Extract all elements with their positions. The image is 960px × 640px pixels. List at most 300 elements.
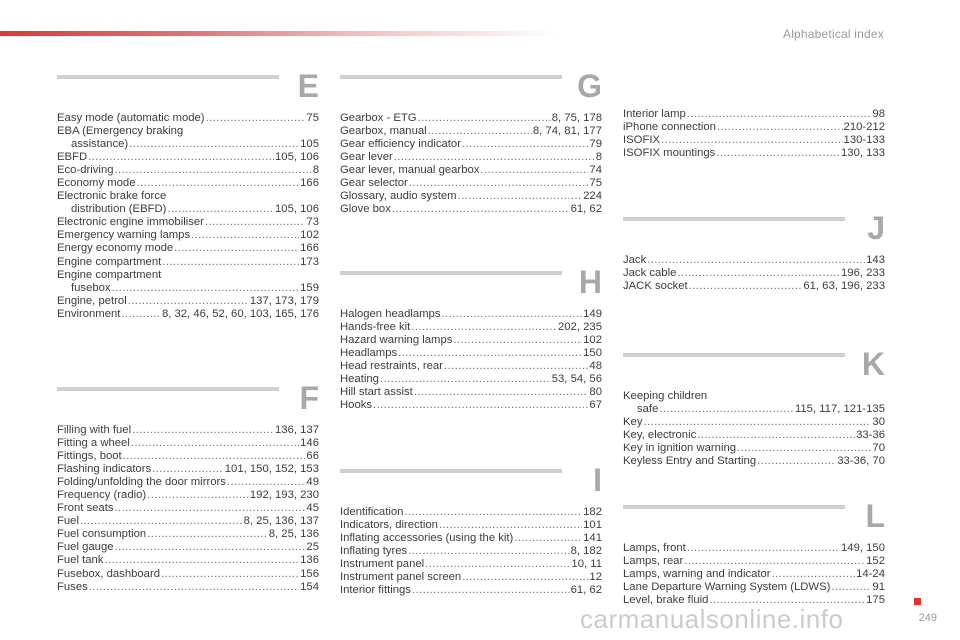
leader-dots — [689, 280, 803, 293]
leader-dots — [112, 282, 300, 295]
index-entry — [57, 437, 319, 450]
index-entry-page: 149 — [583, 308, 602, 320]
index-entry — [57, 528, 319, 541]
index-entry — [340, 321, 602, 334]
leader-dots — [206, 112, 306, 125]
index-entry — [340, 545, 602, 558]
section-letter: F — [299, 380, 319, 416]
index-entry-label: Instrument panel screen — [340, 571, 462, 584]
leader-dots — [684, 555, 865, 568]
leader-dots — [88, 151, 274, 164]
index-entry — [57, 269, 319, 282]
index-entry — [340, 347, 602, 360]
index-entry-page: 45 — [306, 502, 319, 515]
index-section-l — [623, 498, 885, 607]
leader-dots — [104, 554, 299, 567]
section-divider — [623, 505, 845, 509]
leader-dots — [121, 308, 161, 321]
index-entry-label: fusebox — [71, 281, 111, 294]
index-entry — [340, 506, 602, 519]
index-entry-page: 79 — [589, 138, 602, 151]
index-entry-label: Key — [623, 416, 643, 429]
leader-dots — [123, 450, 306, 463]
index-entry — [623, 542, 885, 555]
index-entry-page: 75 — [306, 112, 319, 124]
index-entry-label: Identification — [340, 506, 404, 518]
index-entry-page: 196, 233 — [841, 267, 885, 280]
index-entry-label: Jack cable — [623, 267, 677, 280]
index-entry-label: Fittings, boot — [57, 450, 122, 463]
watermark: carmanualsonline.info — [580, 604, 844, 634]
index-entry — [57, 424, 319, 437]
leader-dots — [161, 568, 299, 581]
index-entry — [623, 581, 885, 594]
index-entry-label: Glossary, audio system — [340, 190, 457, 203]
leader-dots — [191, 229, 299, 242]
index-entry — [57, 568, 319, 581]
index-entry-page: 8, 74, 81, 177 — [532, 125, 602, 138]
index-entry — [623, 455, 885, 468]
index-entry-label: Folding/unfolding the door mirrors — [57, 476, 226, 489]
index-entry — [623, 555, 885, 568]
index-section-g — [340, 68, 602, 216]
index-entry-page: 33-36, 70 — [837, 455, 885, 468]
index-entry-page: 10, 11 — [571, 558, 602, 571]
leader-dots — [131, 437, 299, 450]
index-entry-label: Fuel consumption — [57, 528, 147, 541]
index-entry-page: 210-212 — [843, 121, 885, 134]
index-entry-page: 192, 193, 230 — [249, 489, 319, 502]
index-entry-label: Key in ignition warning — [623, 442, 737, 455]
index-entry-label: Gear lever — [340, 151, 393, 164]
index-entry-label: Interior fittings — [340, 584, 411, 597]
leader-dots — [661, 134, 842, 147]
index-entry-label: Gearbox, manual — [340, 125, 427, 138]
index-entry — [57, 242, 319, 255]
index-entry-label: Hill start assist — [340, 386, 413, 399]
index-entry-label: Fusebox, dashboard — [57, 567, 160, 580]
section-letter: H — [578, 264, 602, 300]
leader-dots — [128, 295, 249, 308]
index-entry-page: 80 — [589, 386, 602, 399]
index-entry — [340, 190, 602, 203]
index-entry-label: Lamps, rear — [623, 555, 684, 568]
index-entry-label: safe — [637, 403, 659, 416]
index-entry — [340, 584, 602, 597]
index-entry-label: Fuel gauge — [57, 541, 114, 554]
index-entry — [57, 295, 319, 308]
index-entry-label: Fuel tank — [57, 554, 104, 567]
index-entry-label: Fuses — [57, 580, 88, 593]
leader-dots — [480, 164, 588, 177]
index-entry — [623, 267, 885, 280]
index-entry-label: Inflating accessories (using the kit) — [340, 532, 514, 545]
index-entry-page: 146 — [300, 437, 319, 450]
index-entry-label: Gear selector — [340, 177, 408, 190]
index-entry — [57, 541, 319, 554]
leader-dots — [514, 532, 582, 545]
leader-dots — [737, 442, 871, 455]
index-entry-page: 149, 150 — [841, 542, 885, 554]
index-entry-label: Filling with fuel — [57, 424, 132, 436]
index-entry-label: Gear lever, manual gearbox — [340, 164, 480, 177]
page-header-title: Alphabetical index — [782, 27, 884, 41]
index-entry-label: Headlamps — [340, 347, 398, 360]
index-entry-page: 91 — [872, 581, 885, 594]
index-entry — [57, 463, 319, 476]
section-divider — [340, 469, 562, 473]
index-entry-label: Jack — [623, 254, 647, 266]
index-entry — [340, 164, 602, 177]
index-entry-page: 67 — [589, 399, 602, 412]
leader-dots — [458, 190, 583, 203]
leader-dots — [444, 360, 588, 373]
index-entry — [57, 216, 319, 229]
index-entry-page: 53, 54, 56 — [551, 373, 602, 386]
leader-dots — [174, 242, 299, 255]
index-entry — [340, 558, 602, 571]
leader-dots — [659, 403, 794, 416]
index-entry-page: 136, 137 — [275, 424, 319, 436]
index-section-f — [57, 380, 319, 594]
leader-dots — [152, 463, 224, 476]
leader-dots — [462, 138, 588, 151]
index-entry-page: 70 — [872, 442, 885, 455]
index-entry-label: Front seats — [57, 502, 114, 515]
index-entry — [57, 190, 319, 203]
leader-dots — [772, 568, 856, 581]
index-entry-page: 173 — [300, 255, 319, 268]
index-entry-page: 61, 63, 196, 233 — [803, 280, 885, 293]
index-section-e — [57, 68, 319, 321]
section-divider — [340, 75, 562, 79]
leader-dots — [757, 455, 836, 468]
index-entry — [623, 134, 885, 147]
index-entry-page: 8, 32, 46, 52, 60, 103, 165, 176 — [161, 307, 319, 320]
index-entry-page: 101, 150, 152, 153 — [224, 463, 319, 476]
index-entry-page: 8, 75, 178 — [551, 112, 602, 124]
index-entry — [623, 254, 885, 267]
leader-dots — [717, 121, 843, 134]
index-entry-label: Fuel — [57, 515, 79, 528]
leader-dots — [418, 112, 551, 125]
index-entry-page: 224 — [583, 190, 602, 203]
leader-dots — [89, 581, 299, 594]
index-entry-label: Gear efficiency indicator — [340, 138, 461, 151]
index-entry — [340, 334, 602, 347]
index-entry — [57, 554, 319, 567]
index-entry-page: 8 — [312, 164, 319, 177]
index-entry — [623, 108, 885, 121]
index-entry — [340, 125, 602, 138]
index-entry — [57, 151, 319, 164]
index-entry-label: Level, brake fluid — [623, 594, 709, 607]
index-entry-page: 102 — [300, 229, 319, 242]
index-entry — [340, 203, 602, 216]
leader-dots — [394, 151, 595, 164]
leader-dots — [409, 177, 589, 190]
leader-dots — [677, 267, 840, 280]
index-entry-label: Head restraints, rear — [340, 360, 443, 373]
index-entry-label: Engine, petrol — [57, 294, 127, 307]
index-entry — [340, 360, 602, 373]
index-section-h — [340, 264, 602, 412]
index-entry-page: 130, 133 — [841, 147, 885, 160]
leader-dots — [831, 581, 871, 594]
index-entry-label: Emergency warning lamps — [57, 229, 191, 242]
index-entry-label: Glove box — [340, 203, 391, 216]
leader-dots — [425, 558, 570, 571]
leader-dots — [462, 571, 588, 584]
index-entry — [57, 515, 319, 528]
index-entry — [340, 519, 602, 532]
index-section-k — [623, 346, 885, 468]
leader-dots — [442, 308, 583, 321]
index-entry-page: 105, 106 — [275, 151, 319, 164]
index-entry-page: 105 — [300, 138, 319, 151]
index-entry-page: 137, 173, 179 — [249, 294, 319, 307]
index-entry — [623, 429, 885, 442]
index-entry-page: 75 — [589, 177, 602, 190]
index-entry-label: Energy economy mode — [57, 242, 174, 255]
index-entry-page: 8 — [595, 151, 602, 164]
index-entry — [57, 177, 319, 190]
index-entry — [623, 390, 885, 403]
index-entry-page: 98 — [872, 108, 885, 120]
index-section-j — [623, 210, 885, 293]
index-entry-page: 152 — [866, 555, 885, 568]
index-entry-page: 202, 235 — [558, 321, 602, 334]
leader-dots — [115, 541, 306, 554]
index-entry — [57, 581, 319, 594]
index-entry — [57, 308, 319, 321]
index-entry — [340, 112, 602, 125]
leader-dots — [167, 203, 274, 216]
index-entry-label: iPhone connection — [623, 121, 716, 134]
index-entry-page: 182 — [583, 506, 602, 518]
section-letter: L — [865, 498, 885, 534]
index-entry — [57, 203, 319, 216]
leader-dots — [687, 542, 840, 555]
index-entry — [57, 282, 319, 295]
index-entry — [623, 416, 885, 429]
leader-dots — [129, 138, 299, 151]
index-entry — [57, 476, 319, 489]
index-section-i — [340, 462, 602, 597]
index-entry-page: 8, 182 — [570, 545, 602, 558]
index-entry-page: 33-36 — [856, 429, 885, 442]
index-entry — [340, 386, 602, 399]
index-entry-page: 166 — [300, 177, 319, 190]
index-entry-label: distribution (EBFD) — [71, 203, 167, 216]
index-entry-page: 105, 106 — [275, 203, 319, 216]
index-entry-page: 159 — [300, 281, 319, 294]
leader-dots — [392, 203, 570, 216]
section-divider — [340, 271, 562, 275]
index-entry-label: Indicators, direction — [340, 519, 438, 532]
leader-dots — [147, 528, 268, 541]
index-entry-page: 130-133 — [843, 134, 885, 147]
leader-dots — [453, 334, 582, 347]
index-entry-label: assistance) — [71, 138, 129, 151]
section-letter: I — [593, 462, 602, 498]
index-entry-page: 30 — [872, 416, 885, 429]
index-entry-page: 61, 62 — [570, 584, 602, 597]
header-accent-bar — [0, 31, 560, 36]
leader-dots — [147, 489, 249, 502]
index-entry-label: EBA (Emergency braking — [57, 125, 184, 138]
index-entry-page: 12 — [589, 571, 602, 584]
leader-dots — [115, 502, 306, 515]
leader-dots — [687, 108, 872, 121]
leader-dots — [80, 515, 243, 528]
index-entry-page: 175 — [866, 594, 885, 607]
index-entry-page: 143 — [866, 254, 885, 266]
index-entry — [340, 399, 602, 412]
index-entry — [340, 373, 602, 386]
section-letter: K — [861, 346, 885, 382]
index-entry — [340, 532, 602, 545]
index-entry — [340, 138, 602, 151]
section-divider — [57, 75, 279, 79]
leader-dots — [115, 164, 312, 177]
index-entry-label: Eco-driving — [57, 164, 114, 177]
index-entry-label: ISOFIX — [623, 134, 661, 147]
leader-dots — [404, 506, 582, 519]
index-entry — [623, 403, 885, 416]
index-entry-label: Interior lamp — [623, 108, 686, 120]
leader-dots — [162, 256, 299, 269]
index-entry-page: 49 — [306, 476, 319, 489]
index-entry-page: 73 — [306, 216, 319, 229]
index-entry-label: Halogen headlamps — [340, 308, 441, 320]
index-entry-label: Lane Departure Warning System (LDWS) — [623, 581, 831, 594]
index-entry-page: 8, 25, 136, 137 — [243, 515, 319, 528]
index-entry-label: Lamps, front — [623, 542, 686, 554]
section-divider — [57, 387, 279, 391]
index-entry-page: 136 — [300, 554, 319, 567]
index-entry — [623, 121, 885, 134]
index-entry-label: Heating — [340, 373, 379, 386]
index-entry-label: EBFD — [57, 151, 88, 164]
index-entry-page: 48 — [589, 360, 602, 373]
index-entry-label: Keyless Entry and Starting — [623, 455, 757, 468]
page-number: 249 — [918, 612, 937, 624]
index-entry-label: Electronic brake force — [57, 190, 167, 203]
leader-dots — [205, 216, 306, 229]
leader-dots — [408, 545, 569, 558]
index-entry — [57, 138, 319, 151]
section-letter: J — [867, 210, 885, 246]
index-entry-page: 101 — [583, 519, 602, 532]
index-entry — [57, 229, 319, 242]
index-entry-page: 25 — [306, 541, 319, 554]
index-entry-page: 8, 25, 136 — [268, 528, 319, 541]
leader-dots — [227, 476, 306, 489]
index-entry-label: ISOFIX mountings — [623, 147, 716, 160]
index-entry — [623, 280, 885, 293]
leader-dots — [716, 147, 840, 160]
leader-dots — [428, 125, 532, 138]
index-entry — [57, 502, 319, 515]
index-entry-page: 141 — [583, 532, 602, 545]
index-entry-page: 150 — [583, 347, 602, 360]
index-entry — [57, 112, 319, 125]
index-entry-label: JACK socket — [623, 280, 688, 293]
index-entry-label: Electronic engine immobiliser — [57, 216, 204, 229]
index-section-i-continued — [623, 106, 885, 160]
leader-dots — [439, 519, 582, 532]
section-letter: G — [577, 68, 602, 104]
index-entry — [623, 442, 885, 455]
index-entry-label: Frequency (radio) — [57, 489, 147, 502]
index-entry — [340, 308, 602, 321]
index-entry-label: Gearbox - ETG — [340, 112, 417, 124]
index-entry — [57, 164, 319, 177]
index-entry-label: Keeping children — [623, 390, 708, 402]
index-entry — [57, 489, 319, 502]
index-entry-page: 156 — [300, 567, 319, 580]
index-entry-label: Flashing indicators — [57, 463, 152, 476]
leader-dots — [380, 373, 551, 386]
leader-dots — [647, 254, 865, 267]
index-entry-label: Fitting a wheel — [57, 437, 130, 450]
leader-dots — [137, 177, 300, 190]
leader-dots — [412, 584, 570, 597]
index-entry-page: 74 — [589, 164, 602, 177]
index-entry — [57, 125, 319, 138]
page-marker-square — [914, 598, 921, 605]
index-entry — [340, 151, 602, 164]
section-divider — [623, 217, 845, 221]
index-entry-label: Hands-free kit — [340, 321, 411, 334]
index-entry-page: 102 — [583, 334, 602, 347]
section-divider — [623, 353, 845, 357]
leader-dots — [697, 429, 855, 442]
index-entry — [623, 568, 885, 581]
index-entry — [340, 571, 602, 584]
index-entry — [57, 450, 319, 463]
index-entry — [340, 177, 602, 190]
index-entry-label: Lamps, warning and indicator — [623, 568, 771, 581]
leader-dots — [373, 399, 588, 412]
section-letter: E — [297, 68, 319, 104]
index-entry-label: Environment — [57, 307, 121, 320]
index-entry-label: Engine compartment — [57, 255, 162, 268]
index-entry-page: 166 — [300, 242, 319, 255]
index-entry-label: Easy mode (automatic mode) — [57, 112, 205, 124]
index-entry-page: 66 — [306, 450, 319, 463]
index-entry-label: Hooks — [340, 399, 373, 412]
index-entry — [57, 256, 319, 269]
leader-dots — [132, 424, 274, 437]
index-entry-label: Key, electronic — [623, 429, 697, 442]
index-entry-label: Instrument panel — [340, 558, 425, 571]
index-entry-label: Engine compartment — [57, 268, 162, 281]
index-entry-label: Economy mode — [57, 177, 136, 190]
index-entry-page: 154 — [300, 580, 319, 593]
leader-dots — [411, 321, 557, 334]
index-entry-page: 14-24 — [856, 568, 885, 581]
leader-dots — [643, 416, 871, 429]
index-entry-label: Hazard warning lamps — [340, 334, 453, 347]
leader-dots — [414, 386, 589, 399]
index-entry-page: 115, 117, 121-135 — [794, 403, 885, 416]
index-entry-page: 61, 62 — [570, 203, 602, 216]
index-entry — [623, 147, 885, 160]
leader-dots — [398, 347, 582, 360]
index-entry-label: Inflating tyres — [340, 545, 408, 558]
